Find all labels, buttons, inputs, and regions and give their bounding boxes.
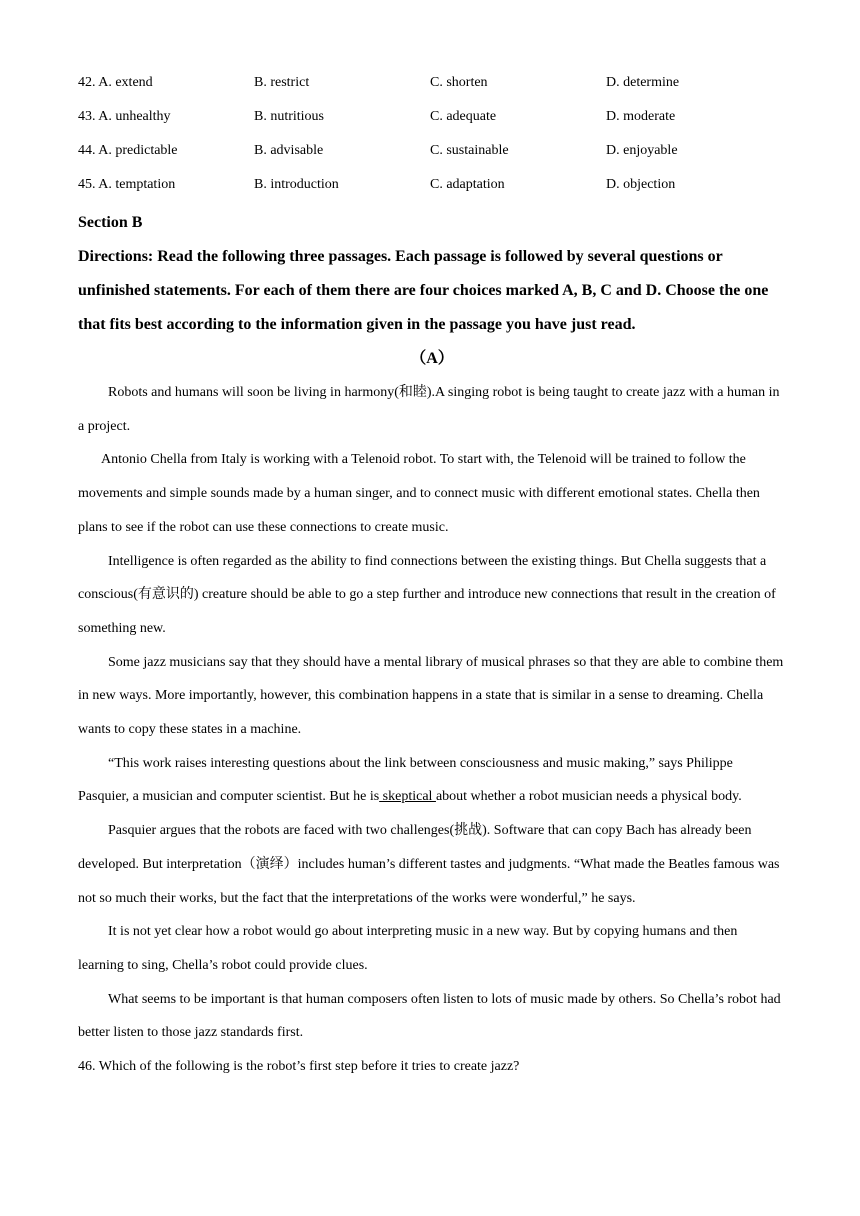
option-c: C. adequate bbox=[430, 109, 497, 124]
option-b: B. nutritious bbox=[254, 109, 325, 124]
paragraph-5 bbox=[78, 747, 786, 814]
option-a: 42. A. extend bbox=[78, 75, 153, 90]
option-d: D. moderate bbox=[606, 109, 676, 124]
option-b: B. advisable bbox=[254, 143, 324, 158]
paragraph-8: What seems to be important is that human composers often listen to lots of music made by others. So Chella’s robot had better listen to those jazz standards first. bbox=[78, 991, 781, 1041]
option-a: 44. A. predictable bbox=[78, 143, 178, 158]
option-c: C. shorten bbox=[430, 75, 488, 90]
directions: Directions: Read the following three passages. Each passage is followed by several questions or unfinished statements. For each of them there are four choices marked A, B, C and D. Choose the one that fits best according to the information given in the passage you have just read. bbox=[78, 248, 769, 333]
option-d: D. enjoyable bbox=[606, 143, 678, 158]
paragraph-3: Intelligence is often regarded as the ability to find connections between the existing things. But Chella suggests that a conscious(有意识的) creature should be able to go a step further and introduce new connections that result in the creation of something new. bbox=[78, 553, 776, 636]
question-42-options bbox=[78, 70, 786, 104]
question-45-options bbox=[78, 172, 786, 206]
option-a: 45. A. temptation bbox=[78, 177, 176, 192]
paragraph-5-after: about whether a robot musician needs a physical body. bbox=[435, 789, 742, 805]
option-a: 43. A. unhealthy bbox=[78, 109, 171, 124]
paragraph-2: Antonio Chella from Italy is working with a Telenoid robot. To start with, the Telenoid will be trained to follow the movements and simple sounds made by a human singer, and to connect music with different emotional states. Chella then plans to see if the robot can use these connections to create music. bbox=[78, 452, 760, 535]
underlined-word: skeptical bbox=[379, 789, 436, 805]
exam-page bbox=[78, 70, 786, 1084]
question-43-options bbox=[78, 104, 786, 138]
option-b: B. restrict bbox=[254, 75, 310, 90]
paragraph-6: Pasquier argues that the robots are faced with two challenges(挑战). Software that can copy Bach has already been developed. But interpretation（演绎）includes human’s different tastes and judgments. “What made the Beatles famous was not so much their works, but the fact that the interpretations of the works were wonderful,” he says. bbox=[78, 823, 780, 906]
paragraph-5-before: “This work raises interesting questions about the link between consciousness and music making,” says Philippe Pasquier, a musician and computer scientist. But he is bbox=[78, 755, 733, 805]
option-c: C. sustainable bbox=[430, 143, 509, 158]
passage-label: （A） bbox=[410, 350, 454, 367]
option-c: C. adaptation bbox=[430, 177, 505, 192]
option-b: B. introduction bbox=[254, 177, 339, 192]
section-title: Section B bbox=[78, 214, 143, 231]
paragraph-4: Some jazz musicians say that they should have a mental library of musical phrases so that they are able to combine them in new ways. More importantly, however, this combination happens in a state that is similar in a sense to dreaming. Chella wants to copy these states in a machine. bbox=[78, 654, 784, 738]
question-46: 46. Which of the following is the robot’s first step before it tries to create jazz? bbox=[78, 1059, 520, 1075]
paragraph-7: It is not yet clear how a robot would go about interpreting music in a new way. But by copying humans and then learning to sing, Chella’s robot could provide clues. bbox=[78, 924, 738, 973]
question-44-options bbox=[78, 138, 786, 172]
paragraph-1: Robots and humans will soon be living in harmony(和睦).A singing robot is being taught to create jazz with a human in a project. bbox=[78, 385, 780, 434]
option-d: D. objection bbox=[606, 177, 676, 192]
option-d: D. determine bbox=[606, 75, 680, 90]
